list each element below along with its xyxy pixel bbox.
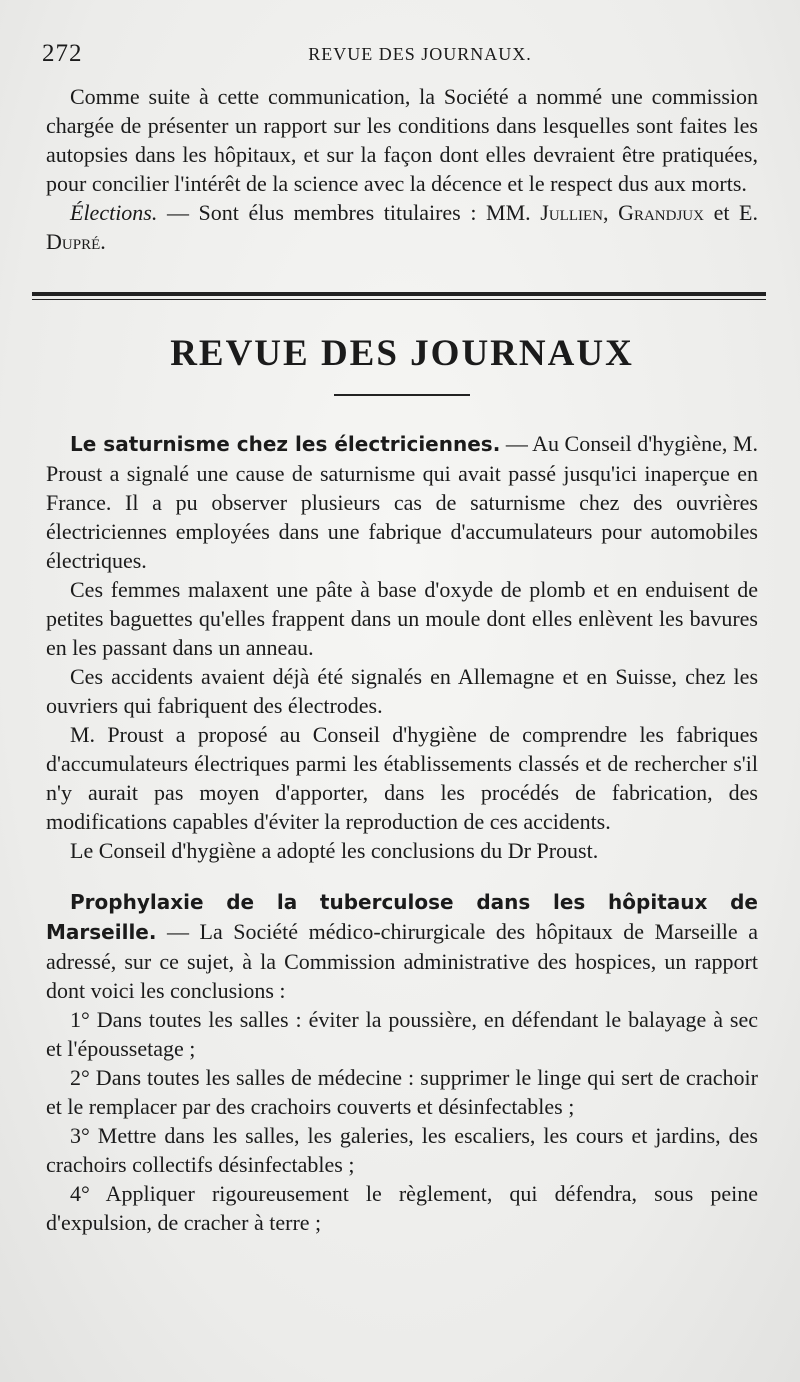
member-name-dupre: Dupré (46, 229, 101, 254)
article-lead-paragraph (46, 429, 758, 575)
section-title: REVUE DES JOURNAUX (170, 333, 634, 374)
page-body (46, 82, 758, 1237)
section-divider (46, 292, 758, 300)
title-underline (334, 394, 470, 396)
article-lead-text: — La Société médico-chirurgicale des hôpitaux de Marseille a adressé, sur ce sujet, à la Commission administrative des hospices, un rapport dont voici les conclusions : (46, 919, 758, 1003)
article-title: Le saturnisme chez les électriciennes. (70, 432, 501, 456)
article-paragraph: Le Conseil d'hygiène a adopté les conclusions du Dr Proust. (70, 838, 599, 863)
article-paragraph: M. Proust a proposé au Conseil d'hygiène de comprendre les fabriques d'accumulateurs électriques parmi les établissements classés et de rechercher s'il n'y aurait pas moyen d'apporter, dans les procédés de fabrication, des modifications capables d'éviter la reproduction de ces accidents. (46, 722, 758, 834)
article-paragraph: Ces accidents avaient déjà été signalés en Allemagne et en Suisse, chez les ouvriers qui fabriquent des électrodes. (46, 664, 758, 718)
divider-thick-rule (32, 292, 766, 296)
running-head: REVUE DES JOURNAUX. (308, 44, 532, 64)
page-header (42, 40, 758, 74)
elections-end: . (100, 229, 106, 254)
article-lead-text: — Au Conseil d'hygiène, M. Proust a signalé une cause de saturnisme qui avait passé jusqu'ici inaperçue en France. Il a pu observer plusieurs cas de saturnisme chez des ouvrières électriciennes employées dans une fabrique d'accumulateurs pour automobiles électriques. (46, 431, 758, 573)
page-number: 272 (42, 40, 83, 67)
article-paragraph: Ces femmes malaxent une pâte à base d'oxyde de plomb et en enduisent de petites baguettes qu'elles frappent dans un moule dont elles enlèvent les bavures en les passant dans un anneau. (46, 577, 758, 660)
elections-paragraph (46, 198, 758, 256)
elections-separator: , (602, 200, 619, 225)
article-title: Prophylaxie de la tuberculose dans les hôpitaux de Marseille. (46, 890, 758, 944)
divider-thin-rule (32, 299, 766, 300)
elections-separator: et E. (703, 200, 758, 225)
member-name-grandjux: Grandjux (618, 200, 704, 225)
article-lead-paragraph (46, 887, 758, 1005)
article-tuberculose (46, 887, 758, 1237)
conclusion-item: 4° Appliquer rigoureusement le règlement, qui défendra, sous peine d'expulsion, de cracher à terre ; (46, 1181, 758, 1235)
elections-text: — Sont élus membres titulaires : MM. (157, 200, 541, 225)
conclusion-item: 1° Dans toutes les salles : éviter la poussière, en défendant le balayage à sec et l'époussetage ; (46, 1007, 758, 1061)
member-name-jullien: Jullien (540, 200, 603, 225)
elections-label: Élections. (70, 200, 158, 225)
conclusion-item: 3° Mettre dans les salles, les galeries, les escaliers, les cours et jardins, des crachoirs collectifs désinfectables ; (46, 1123, 758, 1177)
article-saturnisme (46, 429, 758, 865)
intro-paragraph: Comme suite à cette communication, la Société a nommé une commission chargée de présenter un rapport sur les conditions dans lesquelles sont faites les autopsies dans les hôpitaux, et sur la façon dont elles devraient être pratiquées, pour concilier l'intérêt de la science avec la décence et le respect dus aux morts. (46, 84, 758, 196)
conclusion-item: 2° Dans toutes les salles de médecine : supprimer le linge qui sert de crachoir et le remplacer par des crachoirs couverts et désinfectables ; (46, 1065, 758, 1119)
